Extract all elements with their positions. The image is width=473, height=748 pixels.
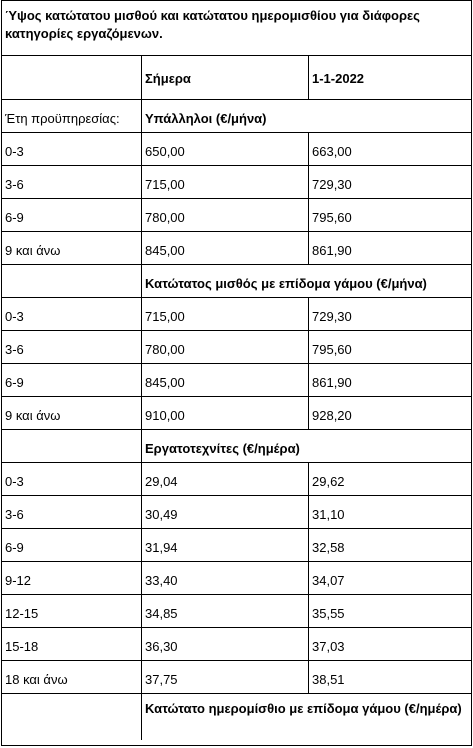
value-future: 34,07	[308, 562, 472, 594]
value-future: 31,10	[308, 496, 472, 528]
section-row	[2, 694, 471, 740]
row-label: 6-9	[5, 540, 24, 555]
header-row	[2, 56, 471, 100]
row-label: 0-3	[5, 474, 24, 489]
row-label: 3-6	[5, 177, 24, 192]
value-future: 795,60	[308, 199, 472, 231]
table-row	[2, 133, 471, 166]
header-cell-label	[2, 56, 141, 99]
table-row	[2, 529, 471, 562]
value-future: 38,51	[308, 661, 472, 693]
value-future: 37,03	[308, 628, 472, 660]
table-row	[2, 364, 471, 397]
value-future: 861,90	[308, 364, 472, 396]
section-label	[2, 430, 141, 462]
value-now: 34,85	[141, 595, 308, 627]
row-label: 3-6	[5, 507, 24, 522]
value-now: 845,00	[141, 364, 308, 396]
section-title: Υπάλληλοι (€/μήνα)	[141, 100, 472, 132]
section-title: Εργατοτεχνίτες (€/ημέρα)	[141, 430, 472, 462]
row-label: 15-18	[5, 639, 39, 654]
value-now: 31,94	[141, 529, 308, 561]
value-future: 29,62	[308, 463, 472, 495]
row-label: 9 και άνω	[5, 408, 61, 423]
value-now: 36,30	[141, 628, 308, 660]
value-now: 33,40	[141, 562, 308, 594]
salary-table	[1, 0, 472, 746]
value-future: 729,30	[308, 166, 472, 198]
table-row	[2, 463, 471, 496]
table-row	[2, 298, 471, 331]
value-now: 650,00	[141, 133, 308, 165]
row-label: 0-3	[5, 309, 24, 324]
value-now: 780,00	[141, 331, 308, 363]
row-label: 12-15	[5, 606, 39, 621]
row-label: 6-9	[5, 210, 24, 225]
value-now: 780,00	[141, 199, 308, 231]
row-label: 9-12	[5, 573, 32, 588]
value-future: 928,20	[308, 397, 472, 429]
table-row	[2, 199, 471, 232]
table-row	[2, 628, 471, 661]
section-row	[2, 100, 471, 133]
section-label: Έτη προϋπηρεσίας:	[5, 111, 120, 126]
section-title: Κατώτατος μισθός με επίδομα γάμου (€/μήνα)	[141, 265, 472, 297]
table-row	[2, 595, 471, 628]
row-label: 18 και άνω	[5, 672, 68, 687]
value-future: 729,30	[308, 298, 472, 330]
table-row	[2, 166, 471, 199]
value-now: 30,49	[141, 496, 308, 528]
value-future: 35,55	[308, 595, 472, 627]
section-row	[2, 265, 471, 298]
table-row	[2, 496, 471, 529]
table-row	[2, 562, 471, 595]
value-future: 32,58	[308, 529, 472, 561]
table-title: Ύψος κατώτατου μισθού και κατώτατου ημερομισθίου για διάφορες κατηγορίες εργαζόμενων.	[2, 1, 471, 56]
row-label: 9 και άνω	[5, 243, 61, 258]
table-row	[2, 661, 471, 694]
table-row	[2, 331, 471, 364]
header-cell-future: 1-1-2022	[308, 56, 472, 99]
section-row	[2, 430, 471, 463]
row-label: 3-6	[5, 342, 24, 357]
value-now: 37,75	[141, 661, 308, 693]
value-now: 845,00	[141, 232, 308, 264]
value-future: 663,00	[308, 133, 472, 165]
value-now: 715,00	[141, 166, 308, 198]
section-label	[2, 265, 141, 297]
value-future: 795,60	[308, 331, 472, 363]
row-label: 6-9	[5, 375, 24, 390]
section-label	[2, 694, 141, 740]
value-now: 715,00	[141, 298, 308, 330]
table-row	[2, 232, 471, 265]
value-now: 29,04	[141, 463, 308, 495]
value-now: 910,00	[141, 397, 308, 429]
row-label: 0-3	[5, 144, 24, 159]
table-row	[2, 397, 471, 430]
header-cell-now: Σήμερα	[141, 56, 308, 99]
value-future: 861,90	[308, 232, 472, 264]
section-title: Κατώτατο ημερομίσθιο με επίδομα γάμου (€/ημέρα)	[141, 694, 472, 740]
